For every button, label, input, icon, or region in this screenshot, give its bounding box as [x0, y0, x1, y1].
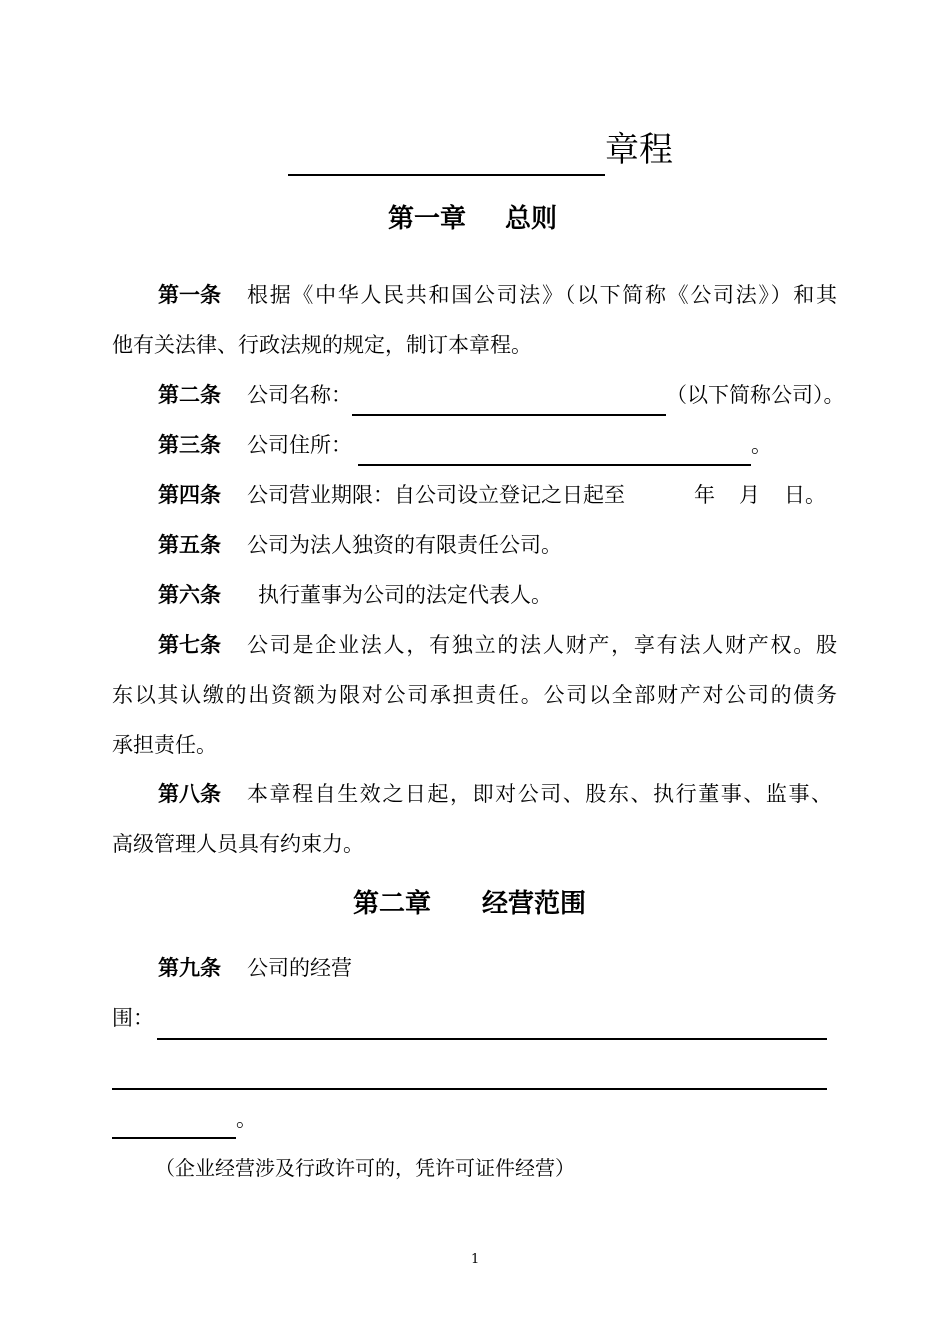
article-3-text: 公司住所： — [247, 433, 352, 457]
article-8-line-2: 高级管理人员具有约束力。 — [112, 832, 364, 856]
article-2-suffix: （以下简称公司）。 — [666, 383, 845, 407]
article-7-line-2: 东以其认缴的出资额为限对公司承担责任。公司以全部财产对公司的债务 — [112, 683, 837, 707]
article-5-text: 公司为法人独资的有限责任公司。 — [247, 533, 562, 557]
article-8-line-1: 本章程自生效之日起，即对公司、股东、执行董事、监事、 — [247, 782, 832, 806]
article-6-text: 执行董事为公司的法定代表人。 — [258, 583, 552, 607]
article-5-label: 第五条 — [158, 533, 221, 557]
title-blank-line — [288, 174, 605, 176]
article-1-line-1: 根据《中华人民共和国公司法》（以下简称《公司法》）和其 — [247, 283, 837, 307]
article-9-end-mark: 。 — [236, 1107, 257, 1131]
article-4-month: 月 — [739, 483, 760, 507]
article-6-label: 第六条 — [158, 583, 221, 607]
chapter-1-name: 总则 — [505, 204, 558, 234]
business-scope-blank-2 — [112, 1088, 827, 1090]
article-9-text: 公司的经营 — [247, 956, 352, 980]
chapter-2-name: 经营范围 — [482, 889, 587, 919]
article-1-line-2: 他有关法律、行政法规的规定，制订本章程。 — [112, 333, 532, 357]
article-9-line-2-prefix: 围： — [112, 1006, 154, 1030]
article-1-label: 第一条 — [158, 283, 221, 307]
page-number: 1 — [471, 1252, 480, 1267]
article-3-label: 第三条 — [158, 433, 221, 457]
article-7-line-3: 承担责任。 — [112, 733, 217, 757]
article-9-label: 第九条 — [158, 956, 221, 980]
company-address-blank — [358, 464, 751, 466]
company-name-blank — [352, 414, 666, 416]
article-9-note: （企业经营涉及行政许可的，凭许可证件经营） — [155, 1156, 575, 1180]
article-7-label: 第七条 — [158, 633, 221, 657]
article-3-suffix: 。 — [751, 433, 772, 457]
article-4-label: 第四条 — [158, 483, 221, 507]
article-7-line-1: 公司是企业法人，有独立的法人财产，享有法人财产权。股 — [247, 633, 837, 657]
business-scope-blank-3 — [112, 1137, 236, 1139]
article-2-label: 第二条 — [158, 383, 221, 407]
chapter-1-label: 第一章 — [388, 204, 467, 234]
article-2-text: 公司名称： — [247, 383, 352, 407]
chapter-2-label: 第二章 — [353, 889, 432, 919]
article-4-year: 年 — [694, 483, 715, 507]
article-8-label: 第八条 — [158, 782, 221, 806]
document-title-suffix: 章程 — [605, 130, 673, 170]
article-4-text: 公司营业期限：自公司设立登记之日起至 — [247, 483, 625, 507]
business-scope-blank-1 — [157, 1038, 827, 1040]
article-4-day: 日。 — [784, 483, 826, 507]
